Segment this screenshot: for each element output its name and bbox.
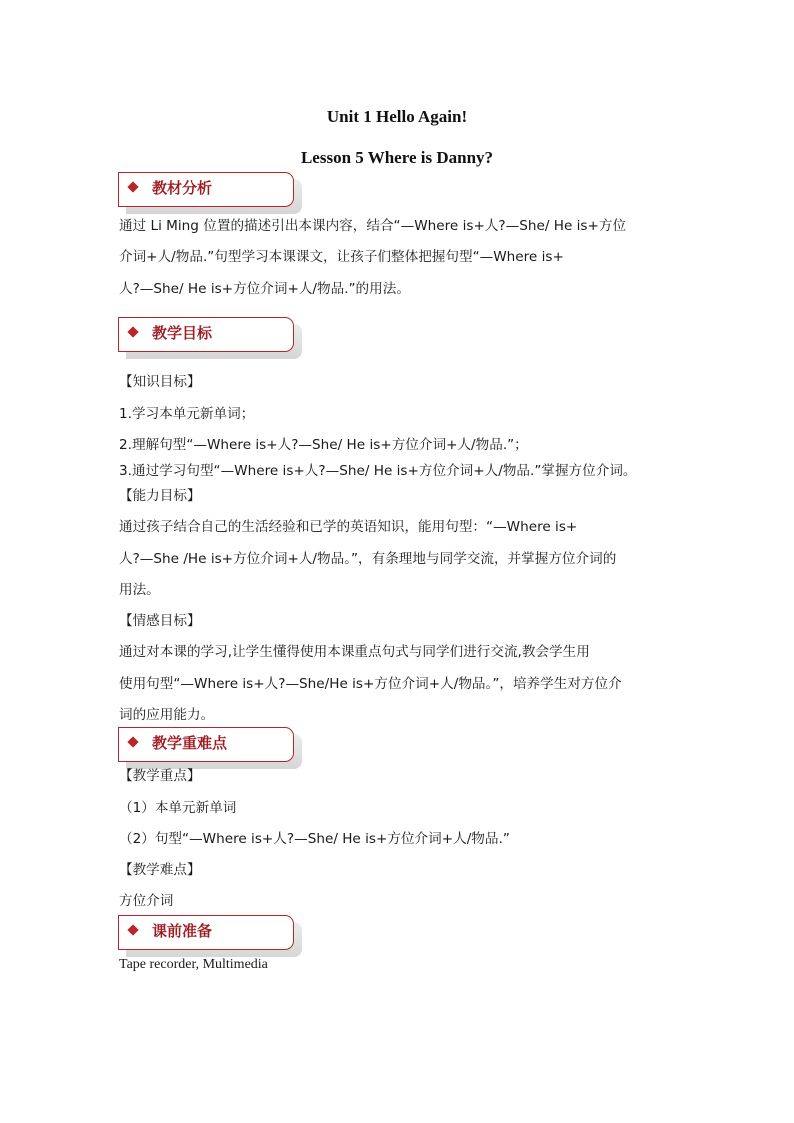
section-heading-label: 教学目标 — [152, 324, 213, 342]
section-heading-label: 教材分析 — [152, 179, 213, 197]
focus-heading: 【教学重点】 — [119, 768, 201, 784]
emotion-line: 词的应用能力。 — [119, 707, 215, 723]
section-heading-key-points — [118, 727, 294, 762]
page-title: Unit 1 Hello Again! — [326, 107, 468, 126]
emotion-line: 使用句型“—Where is+人?—She/He is+方位介词+人/物品。”，培养学生对方位介 — [119, 676, 622, 692]
section-heading-analysis — [118, 172, 294, 207]
lesson-title: Lesson 5 Where is Danny? — [300, 148, 494, 167]
ability-heading: 【能力目标】 — [119, 488, 201, 504]
preparation-text: Tape recorder, Multimedia — [119, 957, 268, 972]
section-heading-label: 课前准备 — [152, 922, 213, 940]
analysis-line: 介词+人/物品.”句型学习本课课文，让孩子们整体把握句型“—Where is+ — [119, 249, 564, 265]
ability-line: 人?—She /He is+方位介词+人/物品。”，有条理地与同学交流，并掌握方位介词的 — [119, 551, 617, 567]
knowledge-heading: 【知识目标】 — [119, 374, 201, 390]
section-heading-objectives — [118, 317, 294, 352]
section-heading-label: 教学重难点 — [152, 734, 228, 752]
analysis-line: 通过 Li Ming 位置的描述引出本课内容，结合“—Where is+人?—She/ He is+方位 — [119, 218, 627, 234]
knowledge-item: 3.通过学习句型“—Where is+人?—She/ He is+方位介词+人/物品.”掌握方位介词。 — [119, 463, 637, 479]
ability-line: 通过孩子结合自己的生活经验和已学的英语知识，能用句型：“—Where is+ — [119, 519, 578, 535]
difficulty-heading: 【教学难点】 — [119, 862, 201, 878]
difficulty-text: 方位介词 — [119, 893, 174, 909]
focus-item: （1）本单元新单词 — [119, 800, 237, 816]
emotion-heading: 【情感目标】 — [119, 613, 201, 629]
knowledge-item: 2.理解句型“—Where is+人?—She/ He is+方位介词+人/物品.”； — [119, 437, 528, 453]
analysis-line: 人?—She/ He is+方位介词+人/物品.”的用法。 — [119, 281, 410, 297]
knowledge-item: 1.学习本单元新单词； — [119, 406, 255, 422]
section-heading-preparation — [118, 915, 294, 950]
ability-line: 用法。 — [119, 582, 160, 598]
emotion-line: 通过对本课的学习,让学生懂得使用本课重点句式与同学们进行交流,教会学生用 — [119, 644, 590, 660]
focus-item: （2）句型“—Where is+人?—She/ He is+方位介词+人/物品.” — [119, 831, 510, 847]
